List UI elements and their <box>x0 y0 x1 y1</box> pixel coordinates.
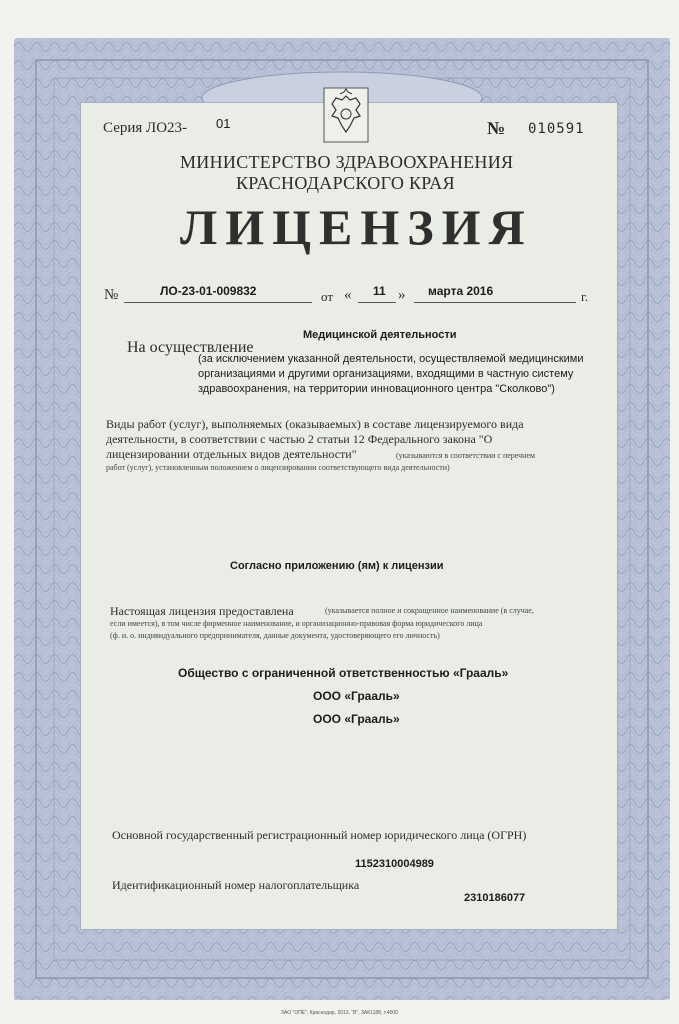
quote-open: « <box>344 287 352 303</box>
series-label: Серия ЛО23- <box>103 120 188 136</box>
organization-short-name-1: ООО «Грааль» <box>313 689 400 703</box>
activity-note-line-1: (за исключением указанной деятельности, осуществляемой медицинскими <box>198 353 584 365</box>
granted-note-inline: (указывается полное и сокращенное наименование (в случае, <box>325 606 534 615</box>
number-sign: № <box>487 118 506 138</box>
license-day: 11 <box>373 284 386 298</box>
year-suffix: г. <box>581 289 589 304</box>
works-line-2: деятельности, в соответствии с частью 2 статьи 12 Федерального закона "О <box>106 432 493 446</box>
works-note-line: работ (услуг), установленным положением о лицензировании соответствующего вида деятельности) <box>106 463 450 472</box>
activity-value: Медицинской деятельности <box>303 329 457 341</box>
from-label: от <box>321 289 334 304</box>
license-number-underline <box>124 302 312 303</box>
works-value: Согласно приложению (ям) к лицензии <box>230 560 444 572</box>
printer-imprint: ЗАО "ОПЕ", Краснодар, 2013, "В", ЗАК1188, т.4000 <box>281 1010 398 1016</box>
license-number: ЛО-23-01-009832 <box>160 284 257 298</box>
document-title: ЛИЦЕНЗИЯ <box>180 199 533 255</box>
works-line-1: Виды работ (услуг), выполняемых (оказываемых) в составе лицензируемого вида <box>106 417 524 431</box>
license-number-sign: № <box>104 287 119 303</box>
series-value: 01 <box>216 116 231 131</box>
ministry-line-1: МИНИСТЕРСТВО ЗДРАВООХРАНЕНИЯ <box>180 152 514 172</box>
ogrn-label: Основной государственный регистрационный номер юридического лица (ОГРН) <box>112 828 527 842</box>
inn-value: 2310186077 <box>464 892 526 904</box>
works-line-3: лицензировании отдельных видов деятельности" <box>106 447 357 461</box>
inn-label: Идентификационный номер налогоплательщика <box>112 878 360 892</box>
ministry-line-2: КРАСНОДАРСКОГО КРАЯ <box>236 173 455 193</box>
granted-label: Настоящая лицензия предоставлена <box>110 604 294 618</box>
month-underline <box>414 302 576 303</box>
quote-close: » <box>398 287 406 303</box>
ogrn-value: 1152310004989 <box>355 858 434 870</box>
granted-note-line-1: если имеется), в том числе фирменное наименование, и организационно-правовая форма юридического лица <box>110 619 483 628</box>
organization-full-name: Общество с ограниченной ответственностью «Грааль» <box>178 666 509 680</box>
day-underline <box>358 302 396 303</box>
activity-note-line-2: организациями и другими организациями, входящими в частную систему <box>198 368 574 380</box>
coat-of-arms-icon <box>322 86 370 144</box>
organization-short-name-2: ООО «Грааль» <box>313 712 400 726</box>
activity-note-line-3: здравоохранения, на территории инновационного центра "Сколково") <box>198 383 555 395</box>
blank-number: 010591 <box>528 121 585 137</box>
works-note-inline: (указываются в соответствии с перечнем <box>396 451 536 460</box>
activity-label: На осуществление <box>127 339 254 356</box>
license-month-year: марта 2016 <box>428 284 494 298</box>
granted-note-line-2: (ф. и. о. индивидуального предпринимателя, данные документа, удостоверяющего его личность) <box>110 631 440 640</box>
